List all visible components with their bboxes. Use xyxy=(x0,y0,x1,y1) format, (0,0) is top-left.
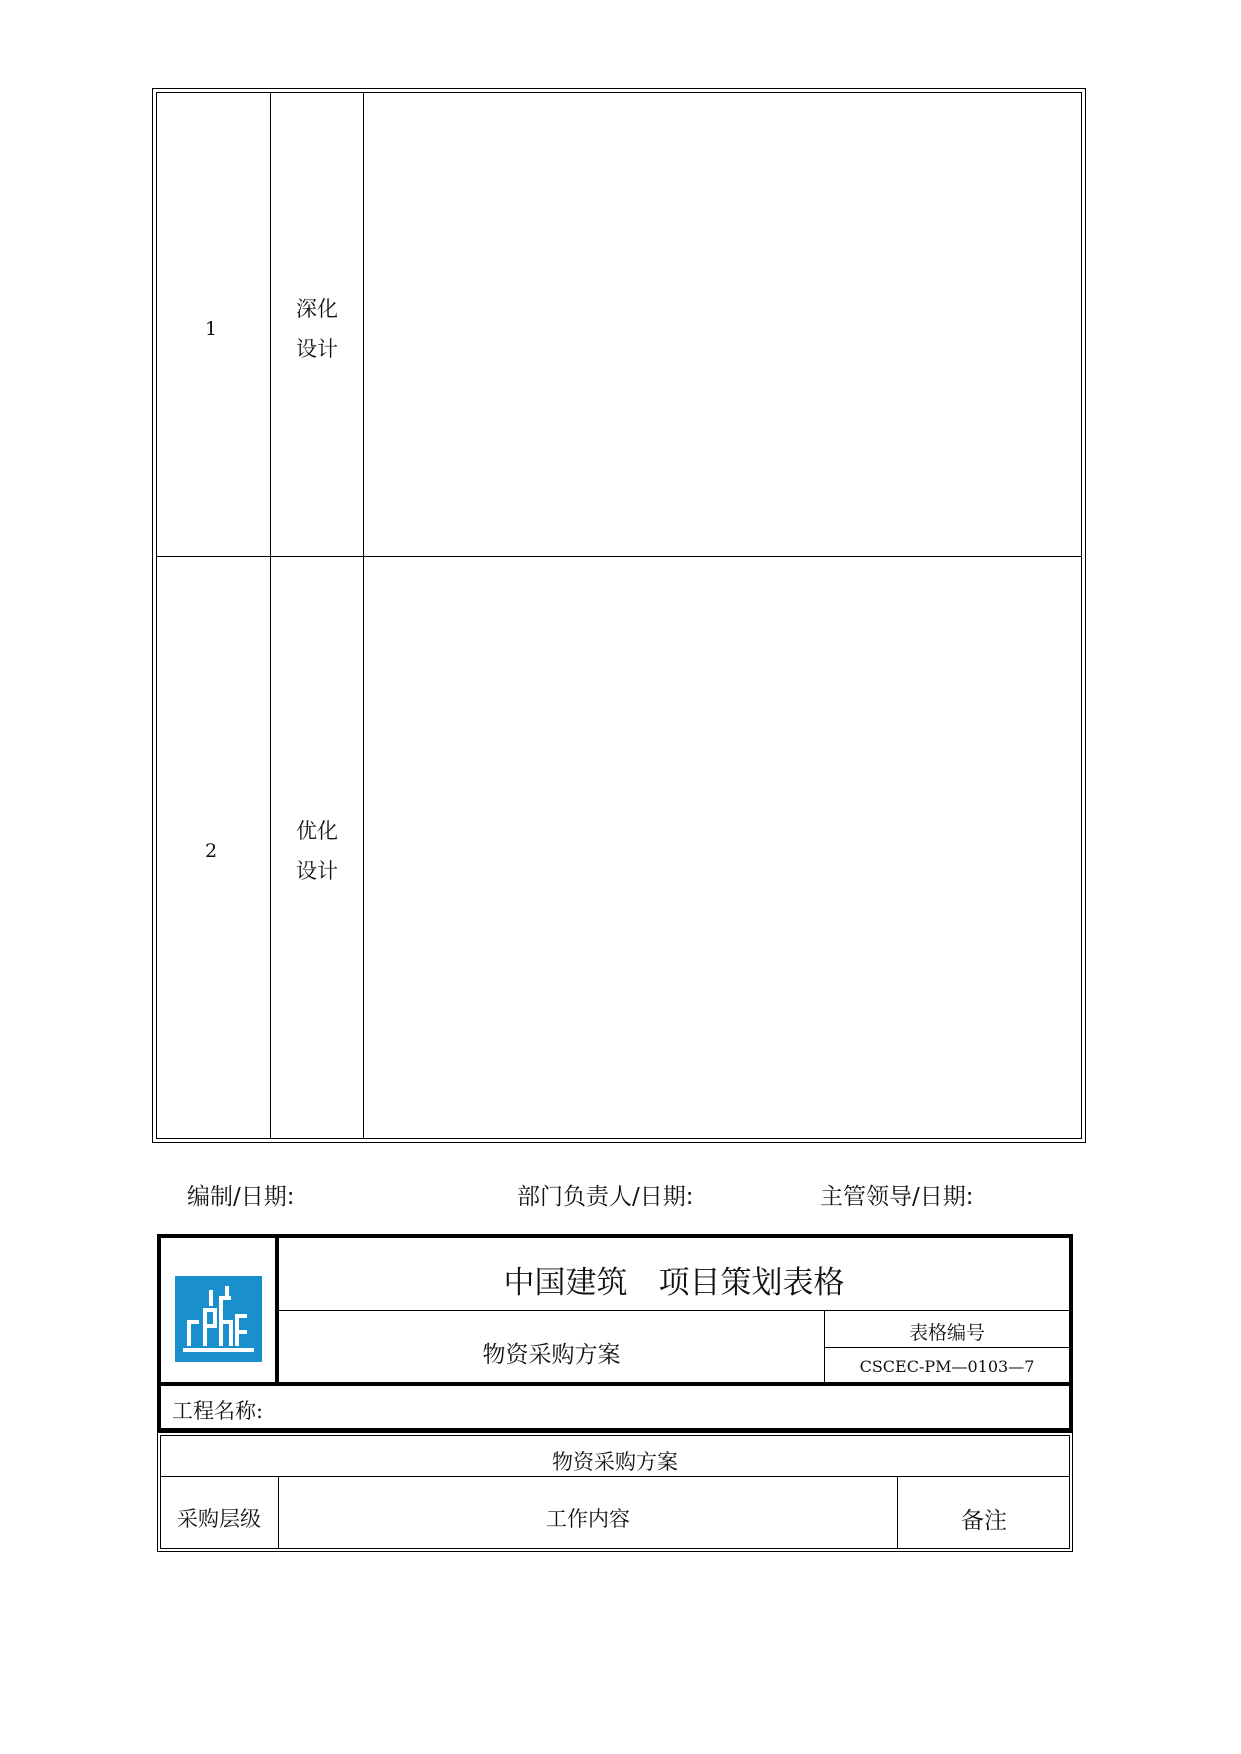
form-no-label: 表格编号 xyxy=(908,1322,985,1344)
column-divider xyxy=(270,92,271,1139)
row-category-line: 深化 xyxy=(296,297,338,321)
row-number: 2 xyxy=(204,840,218,862)
cscec-logo-graphic xyxy=(175,1276,262,1362)
column-header-purchase-level: 采购层级 xyxy=(177,1507,261,1531)
column-header-remarks: 备注 xyxy=(961,1508,1007,1534)
procurement-section-title: 物资采购方案 xyxy=(552,1450,678,1474)
row-category-line: 设计 xyxy=(296,859,338,883)
form-no-value: CSCEC-PM—0103—7 xyxy=(859,1357,1035,1376)
row-content-cell xyxy=(364,557,1081,1138)
section-title-divider xyxy=(160,1476,1070,1477)
row-number: 1 xyxy=(204,318,218,340)
form-subtitle: 物资采购方案 xyxy=(482,1342,621,1368)
cscec-logo-icon xyxy=(175,1276,262,1362)
column-header-work-content: 工作内容 xyxy=(546,1507,630,1531)
dept-head-date-label: 部门负责人/日期: xyxy=(517,1184,694,1210)
form-title: 中国建筑 项目策划表格 xyxy=(503,1265,845,1301)
form-no-row-divider xyxy=(824,1347,1069,1348)
compiler-date-label: 编制/日期: xyxy=(187,1184,295,1210)
title-divider xyxy=(279,1310,1069,1311)
project-name-label: 工程名称: xyxy=(172,1399,264,1423)
row-category xyxy=(287,289,347,369)
supervisor-date-label: 主管领导/日期: xyxy=(820,1184,974,1210)
row-content-cell xyxy=(364,93,1081,555)
row-category xyxy=(287,811,347,891)
project-name-row xyxy=(157,1386,1073,1432)
row-category-line: 优化 xyxy=(296,819,338,843)
row-category-line: 设计 xyxy=(296,337,338,361)
